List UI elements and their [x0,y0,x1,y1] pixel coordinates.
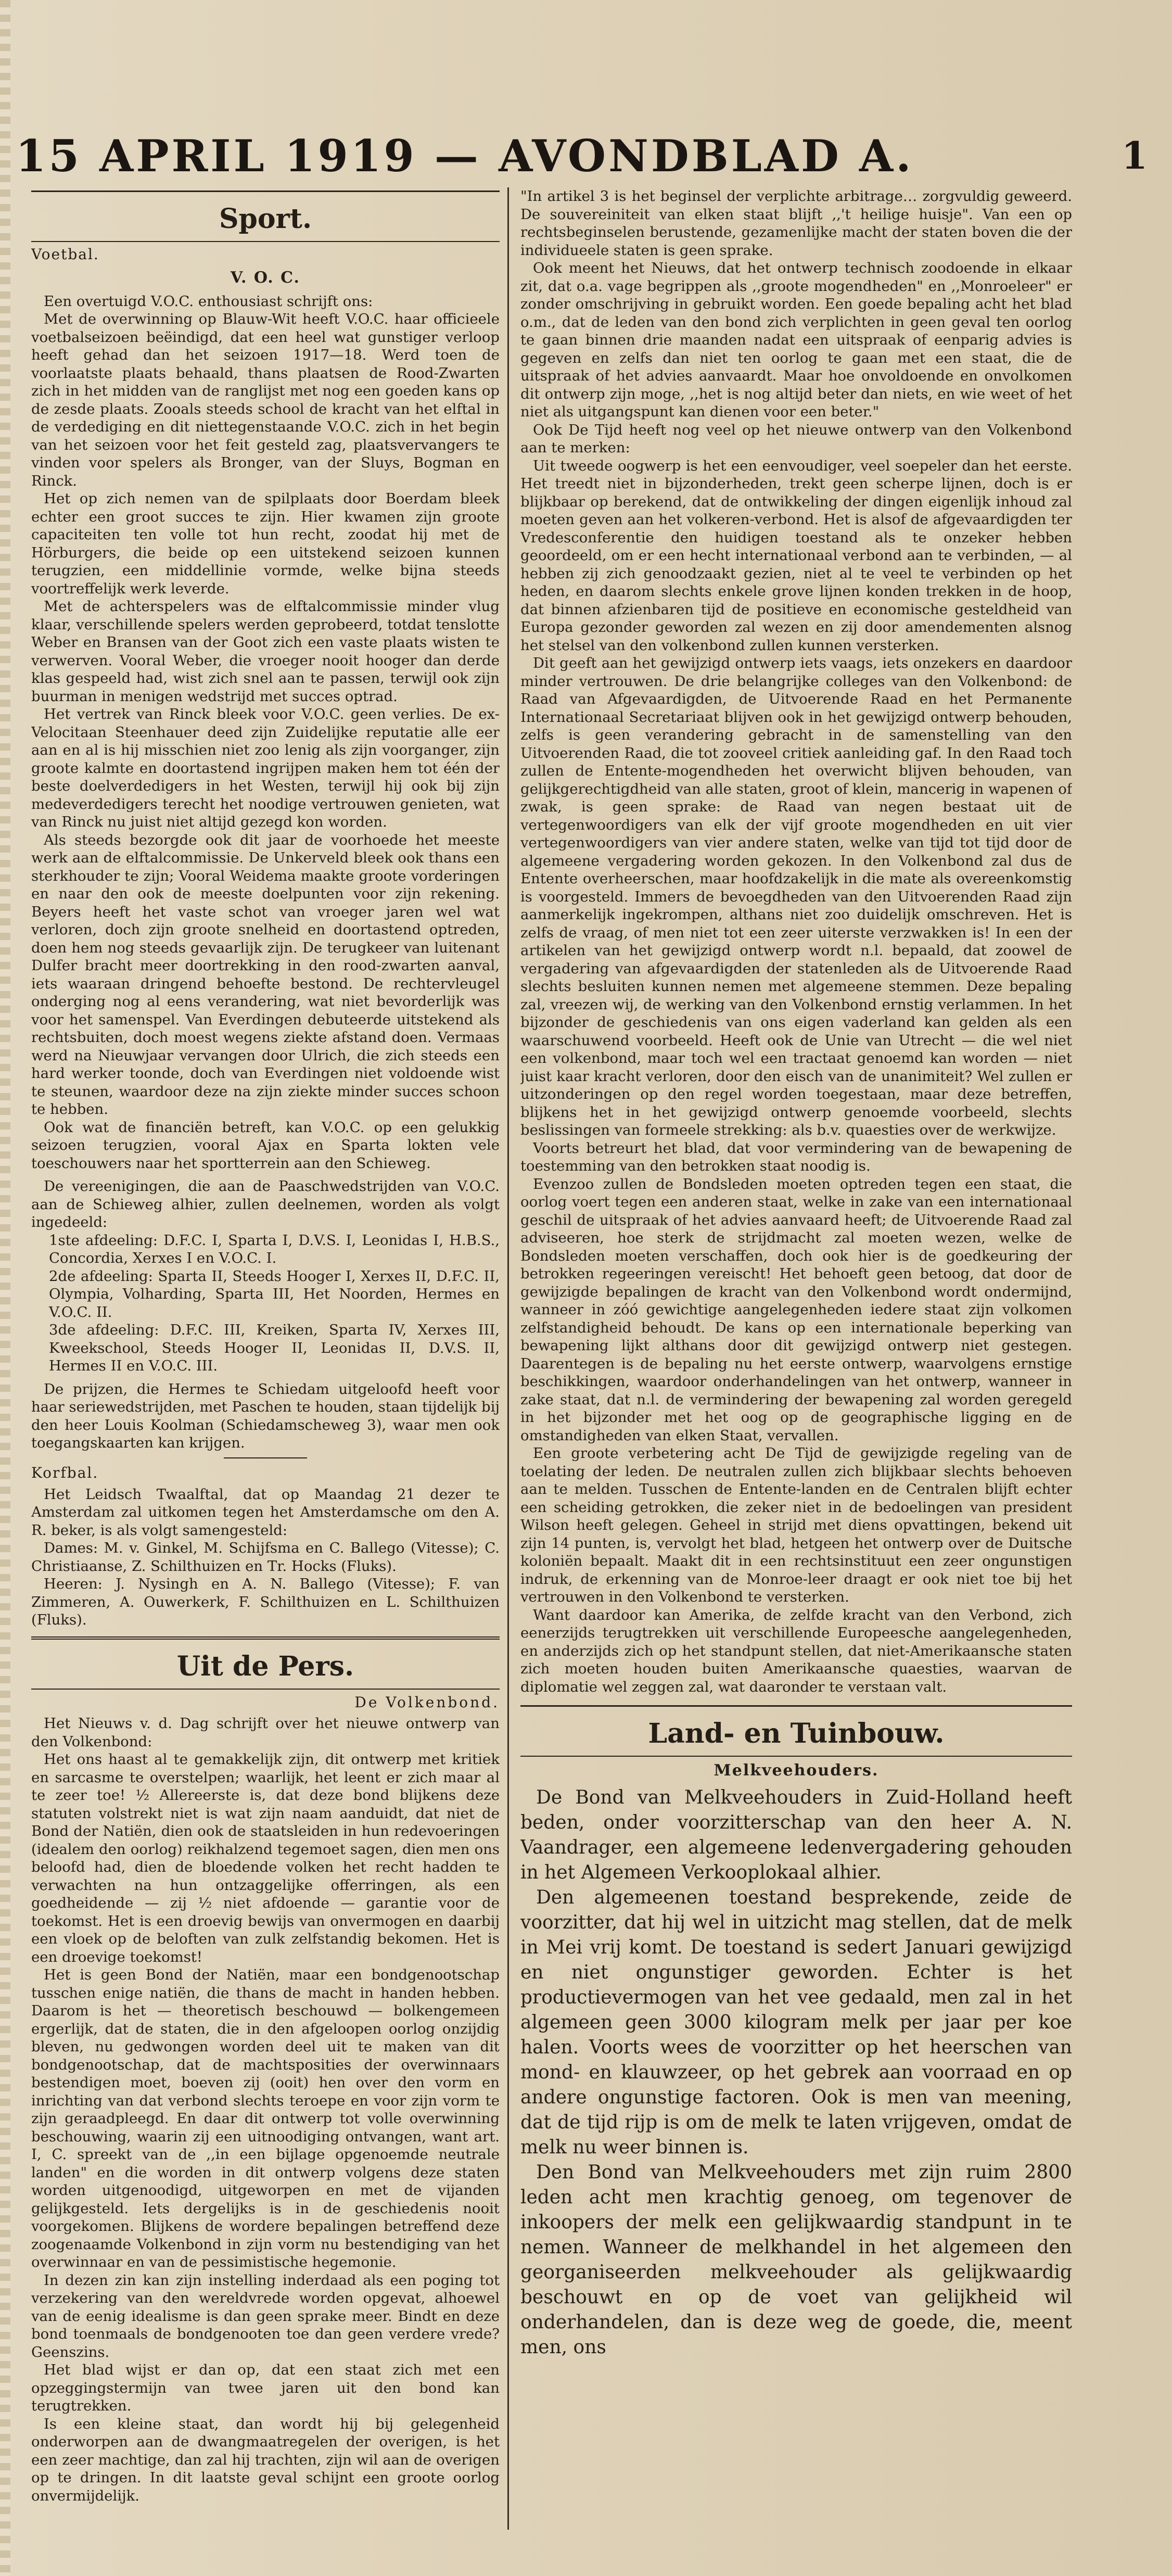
article-paragraph: Heeren: J. Nysingh en A. N. Ballego (Vitesse); F. van Zimmeren, A. Ouwerkerk, F. Schilthuizen en L. Schilthuizen (Fluks). [31,1576,500,1628]
separator [224,1457,307,1458]
section-rule [31,191,500,192]
section-rule [520,1705,1072,1707]
article-paragraph: Ook meent het Nieuws, dat het ontwerp technisch zoodoende in elkaar zit, dat o.a. vage begrippen als ,,groote mogendheden" en ,,Monroeleer" er zonder omschrijving in gebruikt worden. Een goede bepaling acht het blad o.m., dat de leden van den bond zich verplichten in geen geval ten oorlog te gaan binnen drie maanden nadat een uitspraak of eenparig advies is gegeven en zelfs dan niet ten oorlog te gaan met een staat, die de uitspraak of het advies aanvaardt. Maar hoe onvoldoende en onvolkomen dit ontwerp zijn moge, ,,het is nog altijd beter dan niets, en wie weet of het niet als uitgangspunt kan dienen voor een beter." [520,260,1072,420]
masthead-date-title: 15 APRIL 1919 — AVONDBLAD A. [16,130,914,182]
article-paragraph: Het op zich nemen van de spilplaats door Boerdam bleek echter een groot succes te zijn. Hier kwamen zijn groote capaciteiten ten volle tot hun recht, zoodat hij met de Hörburgers, die beide op een uitstekend seizoen kunnen terugzien, een middellinie vormde, welke bijna steeds voortreffelijk werk leverde. [31,490,500,597]
melkveehouders-heading: Melkveehouders. [714,1761,879,1780]
masthead [16,130,1150,187]
article-paragraph: Een groote verbetering acht De Tijd de gewijzigde regeling van de toelating der leden. De neutralen zullen zich blijkbaar slechts behoeven aan te melden. Tusschen de Entente-landen en de Centralen blijft echter een scheiding getrokken, die zeker niet in de bedoelingen van president Wilson heeft gelegen. Geheel in strijd met diens opvattingen, bekend uit zijn 14 punten, is, vervolgt het blad, hetgeen het ontwerp over de Duitsche koloniën bepaalt. Maakt dit in een rechtsinstituut een zeer ongunstigen indruk, de erkenning van de Monroe-leer draagt er ook niet toe bij het vertrouwen in den Volkenbond te versterken. [520,1445,1072,1605]
article-paragraph: Ook wat de financiën betreft, kan V.O.C. op een gelukkig seizoen terugzien, vooral Ajax en Sparta lokten vele toeschouwers naar het sportterrein aan den Schieweg. [31,1119,500,1172]
sport-section-title: Sport. [219,203,312,235]
article-paragraph: Voorts betreurt het blad, dat voor vermindering van de bewapening de toestemming van den betrokken staat noodig is. [520,1139,1072,1174]
column-divider [507,187,509,2530]
article-paragraph: Met de achterspelers was de elftalcommissie minder vlug klaar, verschillende spelers werden geprobeerd, totdat tenslotte Weber en Bransen van der Goot zich een vaste plaats wisten te verwerven. Vooral Weber, die vroeger nooit hooger dan derde klas gespeeld had, wist zich snel aan te passen, terwijl ook zijn buurman in menigen wedstrijd met succes optrad. [31,598,500,705]
right-column [520,187,1072,2561]
article-paragraph: De prijzen, die Hermes te Schiedam uitgeloofd heeft voor haar seriewedstrijden, met Paschen te houden, staan tijdelijk bij den heer Louis Koolman (Schiedamscheweg 3), waar men ook toegangskaarten kan krijgen. [31,1380,500,1451]
article-paragraph: Ook De Tijd heeft nog veel op het nieuwe ontwerp van den Volkenbond aan te merken: [520,421,1072,456]
article-paragraph: Het is geen Bond der Natiën, maar een bondgenootschap tusschen enige natiën, die thans de macht in handen hebben. Daarom is het — theoretisch beschouwd — bolkengemeen ergerlijk, dat de staten, die in den afgeloopen oorlog onzijdig bleven, nu gedwongen worden deel uit te maken van dit bondgenootschap, dat de machtsposities der overwinnaars bestendigen moet, boeven zij (ooit) hen over den vorm en inrichting van dat verbond slechts teroepe en voor zijn vorm te zijn geraadpleegd. En daar dit ontwerp tot volle overwinning beschouwing, waarin zij een uitnoodiging ontvangen, want art. I, C. spreekt van de ,,in een bijlage opgenoemde neutrale landen" en die worden in dit ontwerp volgens deze staten worden uitgenoodigd, uitgeworpen en met de vijanden gelijkgesteld. Iets dergelijks is in de geschiedenis nooit voorgekomen. Blijkens de wordere bepalingen betreffend deze zoogenaamde Volkenbond in zijn vorm nu bestendiging van het overwinnaar en van de pessimistische hegemonie. [31,1966,500,2270]
section-rule [31,1689,500,1690]
division-list-item: 1ste afdeeling: D.F.C. I, Sparta I, D.V.S. I, Leonidas I, H.B.S., Concordia, Xerxes I en V.O.C. I. [49,1232,500,1266]
article-paragraph: De Bond van Melkveehouders in Zuid-Holland heeft beden, onder voorzitterschap van den heer A. N. Vaandrager, een algemeene ledenvergadering gehouden in het Algemeen Verkooplokaal alhier. [520,1786,1072,1883]
article-paragraph: Als steeds bezorgde ook dit jaar de voorhoede het meeste werk aan de elftalcommissie. De Unkerveld bleek ook thans een sterkhouder te zijn; Vooral Weidema maakte groote vorderingen en naar den ook de meeste doelpunten voor zijn rekening. Beyers heeft het vaste schot van vroeger jaren wel wat verloren, doch zijn groote snelheid en doortastend optreden, doen hem nog steeds gevaarlijk zijn. De terugkeer van luitenant Dulfer bracht meer doortrekking in den rood-zwarten aanval, iets waaraan dringend behoefte bestond. De rechtervleugel onderging nog al eens verandering, wat niet bevorderlijk was voor het samenspel. Van Everdingen debuteerde uitstekend als rechtsbuiten, doch moest wegens ziekte afstand doen. Vermaas werd na Nieuwjaar vervangen door Ulrich, die zich steeds een hard werker toonde, doch van Everdingen niet voldoende wist te steunen, waardoor deze na zijn ziekte minder succes schoon te hebben. [31,831,500,1118]
division-list-item: 2de afdeeling: Sparta II, Steeds Hooger I, Xerxes II, D.F.C. II, Olympia, Volharding, Sparta III, Het Noorden, Hermes en V.O.C. II. [49,1267,500,1321]
article-paragraph: Het blad wijst er dan op, dat een staat zich met een opzeggingstermijn van twee jaren uit den bond kan terugtrekken. [31,2362,500,2414]
volkenbond-subtitle: De Volkenbond. [354,1693,500,1711]
left-column [31,187,500,2561]
article-paragraph: Evenzoo zullen de Bondsleden moeten optreden tegen een staat, die oorlog voert tegen een anderen staat, welke in zake van een internationaal geschil de uitspraak of het advies aanvaard heeft; de Uitvoerende Raad zal adviseeren, hoe sterk de strijdmacht zal moeten wezen, welke de Bondsleden moeten verschaffen, doch ook hier is de goedkeuring der betrokken regeeringen vereischt! Het behoeft geen betoog, dat door de gewijzigde bepalingen de kracht van den Volkenbond wordt ondermijnd, wanneer in zóó gewichtige aangelegenheden iedere staat zijn volkomen zelfstandigheid behoudt. De kans op een internationale beperking van bewapening lijkt althans door dit gewijzigd ontwerp niet gestegen. Daarentegen is de bepaling nu het eerste ontwerp, waarvolgens ernstige beschikkingen, waardoor onderhandelingen van het ontwerp, wanneer in zake staat, dat n.l. de vermindering der bewapening zal worden geregeld in het bijzonder met het oog op de geographische ligging en de omstandigheden van elken Staat, vervallen. [520,1175,1072,1444]
article-paragraph: Het Leidsch Twaalftal, dat op Maandag 21 dezer te Amsterdam zal uitkomen tegen het Amsterdamsche om den A. R. beker, is als volgt samengesteld: [31,1486,500,1539]
article-paragraph: De vereenigingen, die aan de Paaschwedstrijden van V.O.C. aan de Schieweg alhier, zullen deelnemen, worden als volgt ingedeeld: [31,1178,500,1230]
article-paragraph: In dezen zin kan zijn instelling inderdaad als een poging tot verzekering van den wereldvrede worden opgevat, alhoewel van de eenig idealisme is dan geen sprake meer. Bindt en deze bond toenmaals de bondgenooten toe dan geen verdere vrede? Geenszins. [31,2272,500,2361]
voc-heading: V. O. C. [231,269,300,287]
article-paragraph: Het vertrek van Rinck bleek voor V.O.C. geen verlies. De ex-Velocitaan Steenhauer deed zijn Zuidelijke reputatie alle eer aan en al is hij misschien niet zoo lenig als zijn voorganger, zijn groote kalmte en doortastend ingrijpen maken hem tot één der beste doelverdedigers in het Westen, terwijl hij ook bij zijn medeverdedigers terecht het noodige vertrouwen genieten, wat van Rinck nu juist niet altijd gezegd kon worden. [31,706,500,830]
article-paragraph: Het Nieuws v. d. Dag schrijft over het nieuwe ontwerp van den Volkenbond: [31,1715,500,1750]
torn-left-edge [0,0,10,2576]
article-paragraph: Dames: M. v. Ginkel, M. Schijfsma en C. Ballego (Vitesse); C. Christiaanse, Z. Schilthuizen en Tr. Hocks (Fluks). [31,1540,500,1575]
land-article-body [520,1785,1072,2360]
article-paragraph: "In artikel 3 is het beginsel der verplichte arbitrage… zorgvuldig geweerd. De souvereiniteit van elken staat blijft ,,'t heilige huisje". Van een op rechtsbeginselen berustende, gezamenlijke macht der staten boven die der individueele staten is geen sprake. [520,188,1072,259]
article-paragraph: Den Bond van Melkveehouders met zijn ruim 2800 leden acht men krachtig genoeg, om tegenover de inkoopers der melk een gelijkwaardig standpunt in te nemen. Wanneer de melkhandel in het algemeen den georganiseerden melkveehouder als gelijkwaardig beschouwt en op de voet van gelijkheid wil onderhandelen, dan is deze weg de goede, die, meent men, ons [520,2161,1072,2358]
section-rule [31,241,500,242]
article-paragraph: Met de overwinning op Blauw-Wit heeft V.O.C. haar officieele voetbalseizoen beëindigd, dat een heel wat gunstiger verloop heeft gehad dan het seizoen 1917—18. Werd toen de voorlaatste plaats behaald, thans plaatsen de Rood-Zwarten zich in het midden van de ranglijst met nog een goeden kans op de zesde plaats. Zooals steeds school de kracht van het elftal in de verdediging en dit niettegenstaande V.O.C. zich in het begin van het seizoen voor het feit gesteld zag, plaatsvervangers te vinden voor spelers als Bronger, van der Sluys, Bogman en Rinck. [31,311,500,489]
article-paragraph: Want daardoor kan Amerika, de zelfde kracht van den Verbond, zich eenerzijds terugtrekken uit verschillende Europeesche aangelegenheden, en anderzijds zich op het standpunt stellen, dat niet-Amerikaansche staten zich moeten houden buiten Amerikaansche quaesties, waarvan de diplomatie wel zeggen zal, wat daaronder te verstaan valt. [520,1606,1072,1695]
article-paragraph: Een overtuigd V.O.C. enthousiast schrijft ons: [44,293,373,310]
article-paragraph: Het ons haast al te gemakkelijk zijn, dit ontwerp met kritiek en sarcasme te overstelpen; waarlijk, het leent er zich maar al te zeer toe! ½ Allereerste is, dat deze bond blijkens deze statuten volstrekt niet is wat zijn naam aanduidt, dat niet de Bond der Natiën, dien ook de staatsleiden in hun redevoeringen (idealem den oorlog) reikhalzend tegemoet sagen, dien men ons beloofd had, dien de bloedende volken het recht hadden te verwachten na hun ontzaggelijke offerringen, als een goedheidende — zij ½ niet afdoende — garantie voor de toekomst. Het is een droevig bewijs van onvermogen en daarbij een vloek op de beloften van zulk zelfstandig bekomen. Het is een droevige toekomst! [31,1751,500,1965]
article-paragraph: Dit geeft aan het gewijzigd ontwerp iets vaags, iets onzekers en daardoor minder vertrouwen. De drie belangrijke colleges van den Volkenbond: de Raad van Afgevaardigden, de Uitvoerende Raad en het Permanente Internationaal Secretariaat blijven ook in het gewijzigd ontwerp behouden, zelfs is geen verandering gebracht in de samenstelling van den Uitvoerenden Raad, die tot zooveel critiek aanleiding gaf. In den Raad toch zullen de Entente-mogendheden het overwicht blijven behouden, van gelijkgerechtigdheid van alle staten, groot of klein, mancerig in wapenen of zwak, is geen sprake: de Raad van negen bestaat uit de vertegenwoordigers van elk der vijf groote mogendheden en uit vier vertegenwoordigers van vier andere staten, welke van tijd tot tijd door de algemeene vergadering worden gekozen. In den Volkenbond zal dus de Entente overheerschen, maar hoofdzakelijk in die mate als overeenkomstig is voorgesteld. Immers de bevoegdheden van den Uitvoerenden Raad zijn aanmerkelijk ingekrompen, althans niet zoo duidelijk omschreven. Het is zelfs de vraag, of men niet tot een zeer uiterste verzwakken is! In een der artikelen van het gewijzigd ontwerp wordt n.l. bepaald, dat zoowel de vergadering van afgevaardigden der statenleden als de Uitvoerende Raad slechts besluiten kunnen nemen met algemeene stemmen. Deze bepaling zal, vreezen wij, de werking van den Volkenbond ernstig verlammen. In het bijzonder de geschiedenis van ons eigen vaderland kan gelden als een waarschuwend voorbeeld. Heeft ook de Unie van Utrecht — die wel niet een volkenbond, maar toch wel een tractaat genoemd kan worden — niet juist kaar kracht verloren, door den eisch van de unanimiteit? Wel zullen er uitzonderingen op den regel worden toegestaan, maar deze betreffen, blijkens het in het gewijzigd ontwerp genoemde voorbeeld, slechts beslissingen van formeele strekking: als b.v. quaesties over de werkwijze. [520,655,1072,1138]
article-paragraph: Den algemeenen toestand besprekende, zeide de voorzitter, dat hij wel in uitzicht mag stellen, dat de melk in Mei vrij komt. De toestand is sedert Januari gewijzigd en niet ongunstiger geworden. Echter is het productievermogen van het vee gedaald, men zal in het algemeen geen 3000 kilogram melk per jaar per koe halen. Voorts wees de voorzitter op het heerschen van mond- en klauwzeer, op het gebrek aan voorraad en op andere ongunstige factoren. Ook is men van meening, dat de tijd rijp is om de melk te laten vrijgeven, omdat de melk nu weer binnen is. [520,1886,1072,2158]
land-tuinbouw-title: Land- en Tuinbouw. [648,1718,945,1749]
article-paragraph: Uit tweede oogwerp is het een eenvoudiger, veel soepeler dan het eerste. Het treedt niet in bijzonderheden, trekt geen scherpe lijnen, doch is er blijkbaar op berekend, dat de ontwikkeling der dingen eigenlijk inhoud zal moeten geven aan het volkeren-verbond. Het is alsof de afgevaardigden ter Vredesconferentie den huidigen toestand als te onzeker hebben geoordeeld, om er een hecht internationaal verbond aan te verbinden, — al hebben zij zich genoodzaakt gezien, niet al te veel te verbinden op het heden, en daarom slechts enkele grove lijnen konden trekken in de hoop, dat binnen afzienbaren tijd de positieve en economische gesteldheid van Europa gezonder geworden zal wezen en zij door amendementen alsnog het stelsel van den volkenbond zullen kunnen versterken. [520,457,1072,654]
voetbal-label: Voetbal. [31,246,99,263]
section-rule [520,1756,1072,1757]
pers-section-title: Uit de Pers. [176,1650,354,1682]
page-number: 1 [1121,133,1150,177]
korfbal-label: Korfbal. [31,1464,99,1481]
section-rule [31,1636,500,1640]
article-paragraph: Is een kleine staat, dan wordt hij bij gelegenheid onderworpen aan de dwangmaatregelen der overigen, is het een zeer machtige, dan zal hij trachten, zijn wil aan de overigen op te dringen. In dit laatste geval schijnt een groote oorlog onvermijdelijk. [31,2415,500,2504]
division-list-item: 3de afdeeling: D.F.C. III, Kreiken, Sparta IV, Xerxes III, Kweekschool, Steeds Hooger II, Leonidas II, D.V.S. II, Hermes II en V.O.C. III. [49,1322,500,1374]
